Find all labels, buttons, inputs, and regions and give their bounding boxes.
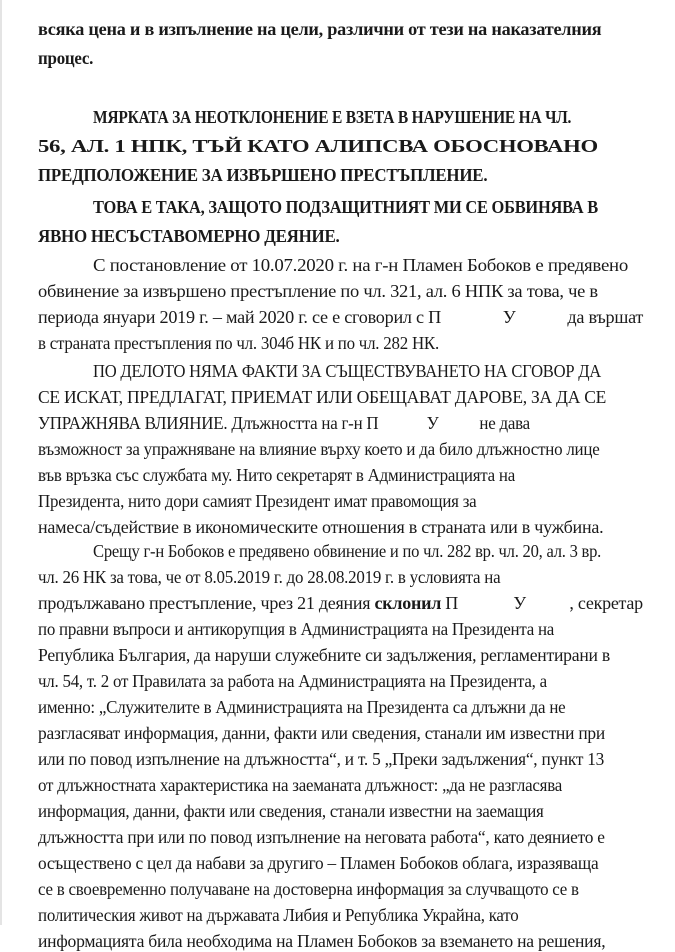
line-segment: не дава <box>479 413 530 433</box>
paragraph-second-charge-line: информацията била необходима на Пламен Бобоков за вземането на решения, <box>38 931 606 951</box>
paragraph-charge-line: в страната престъпления по чл. 304б НК и по чл. 282 НК. <box>38 333 439 353</box>
page-edge <box>0 0 2 925</box>
heading-1-line: ПРЕДПОЛОЖЕНИЕ ЗА ИЗВЪРШЕНО ПРЕСТЪПЛЕНИЕ. <box>38 165 488 185</box>
line-segment: да вършат <box>567 307 644 327</box>
paragraph-no-facts-line <box>38 412 530 434</box>
heading-1-line: МЯРКАТА ЗА НЕОТКЛОНЕНИЕ Е ВЗЕТА В НАРУШЕНИЕ НА ЧЛ. <box>93 107 572 127</box>
paragraph-second-charge-line: разгласяват информация, данни, факти или сведения, станали им известни при <box>38 723 605 743</box>
paragraph-second-charge-line: чл. 26 НК за това, че от 8.05.2019 г. до 28.08.2019 г. в условията на <box>38 567 501 587</box>
line-segment: П <box>441 593 459 613</box>
paragraph-charge-line <box>38 306 643 328</box>
paragraph-second-charge-line <box>38 592 643 614</box>
paragraph-second-charge-line: информация, данни, факти или сведения, станали известни на заемащия <box>38 801 544 821</box>
redacted-initial: У <box>426 413 439 433</box>
emphasis-word: склонил <box>374 593 442 613</box>
paragraph-second-charge-line: осъществено с цел да набави за другиго – Пламен Бобоков облага, изразяваща <box>38 853 599 873</box>
paragraph-second-charge-line: именно: „Служителите в Администрацията на Президента са длъжни да не <box>38 697 566 717</box>
redacted-initial: У <box>502 307 516 327</box>
closing-paragraph-line: процес. <box>38 48 94 68</box>
line-segment: периода януари 2019 г. – май 2020 г. се е сговорил с П <box>38 307 441 327</box>
line-segment: , секретар <box>569 593 643 613</box>
line-segment: УПРАЖНЯВА ВЛИЯНИЕ. Длъжността на г-н П <box>38 413 379 433</box>
paragraph-no-facts-line: СЕ ИСКАТ, ПРЕДЛАГАТ, ПРИЕМАТ ИЛИ ОБЕЩАВАТ ДАРОВЕ, ЗА ДА СЕ <box>38 387 607 407</box>
paragraph-second-charge-line: Република България, да наруши служебните си задължения, регламентирани в <box>38 645 610 665</box>
paragraph-second-charge-line: политическия живот на държавата Либия и Република Украйна, като <box>38 905 519 925</box>
closing-paragraph-line: всяка цена и в изпълнение на цели, различни от тези на наказателния <box>38 19 602 39</box>
paragraph-no-facts-line: във връзка със службата му. Нито секретарят в Администрацията на <box>38 465 516 485</box>
paragraph-no-facts-line: намеса/съдействие в икономическите отношения в страната или в чужбина. <box>38 517 604 537</box>
heading-2-line: ЯВНО НЕСЪСТАВОМЕРНО ДЕЯНИЕ. <box>38 226 340 246</box>
paragraph-no-facts-line: ПО ДЕЛОТО НЯМА ФАКТИ ЗА СЪЩЕСТВУВАНЕТО НА СГОВОР ДА <box>93 361 602 381</box>
paragraph-second-charge-line: от длъжностната характеристика на заеманата длъжност: „да не разгласява <box>38 775 563 795</box>
paragraph-no-facts-line: Президента, нито дори самият Президент имат правомощия за <box>38 491 477 511</box>
paragraph-charge-line: обвинение за извършено престъпление по чл. 321, ал. 6 НПК за това, че в <box>38 281 598 301</box>
heading-2-line: ТОВА Е ТАКА, ЗАЩОТО ПОДЗАЩИТНИЯТ МИ СЕ ОБВИНЯВА В <box>93 197 599 217</box>
paragraph-second-charge-line: Срещу г-н Бобоков е предявено обвинение и по чл. 282 вр. чл. 20, ал. 3 вр. <box>93 541 602 561</box>
heading-1-line: 56, АЛ. 1 НПК, ТЪЙ КАТО АЛИПСВА ОБОСНОВАНО <box>38 136 598 156</box>
paragraph-second-charge-line: по правни въпроси и антикорупция в Администрацията на Президента на <box>38 619 555 639</box>
paragraph-second-charge-line: длъжността при или по повод изпълнение на неговата работа“, като деянието е <box>38 827 605 847</box>
paragraph-no-facts-line: възможност за упражняване на влияние върху което и да било длъжностно лице <box>38 439 600 459</box>
paragraph-charge-line: С постановление от 10.07.2020 г. на г-н Пламен Бобоков е предявено <box>93 255 629 275</box>
line-segment: продължавано престъпление, чрез 21 деяния <box>38 593 375 613</box>
redacted-initial: У <box>513 593 526 613</box>
paragraph-second-charge-line: чл. 54, т. 2 от Правилата за работа на Администрацията на Президента, а <box>38 671 547 691</box>
paragraph-second-charge-line: или по повод изпълнение на длъжността“, и т. 5 „Преки задължения“, пункт 13 <box>38 749 605 769</box>
paragraph-second-charge-line: се в своевременно получаване на достоверна информация за случващото се в <box>38 879 579 899</box>
